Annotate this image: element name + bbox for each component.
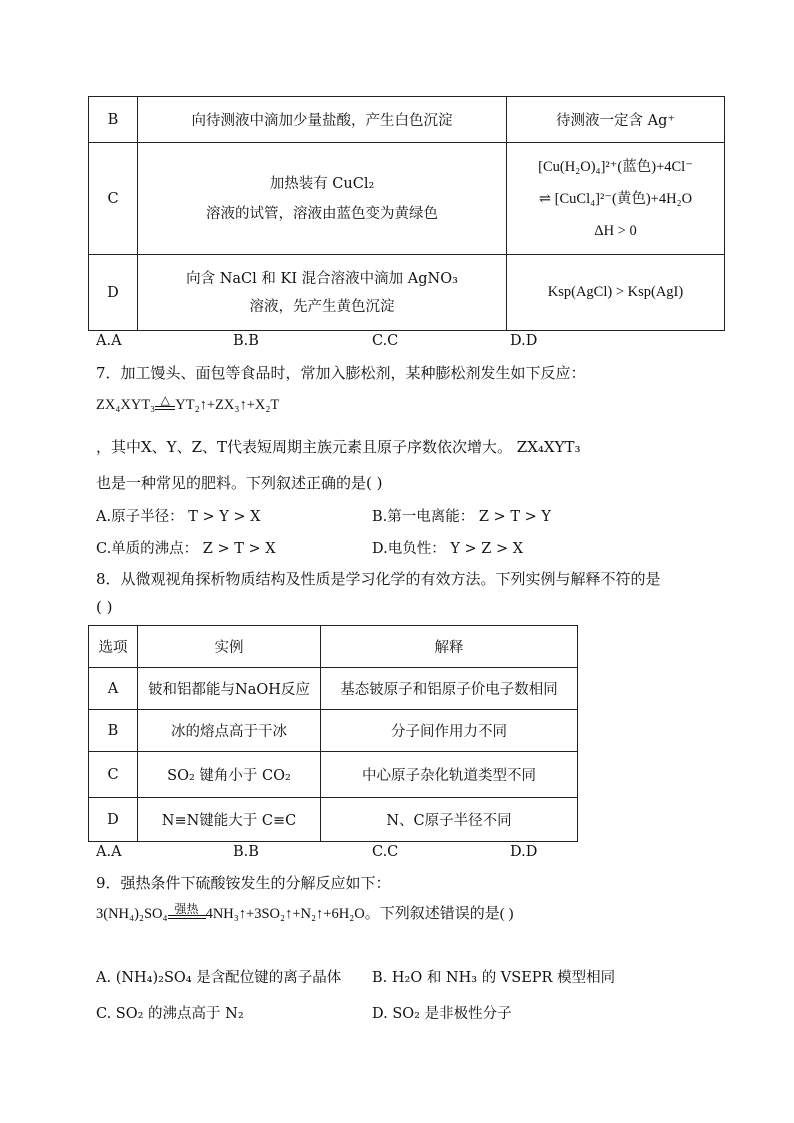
explanation-cell: 分子间作用力不同 xyxy=(321,710,578,752)
explanation-cell: 基态铍原子和铝原子价电子数相同 xyxy=(321,668,578,710)
q7-stem: 7．加工馒头、面包等食品时，常加入膨松剂，某种膨松剂发生如下反应： xyxy=(96,364,586,382)
q9-stem: 9．强热条件下硫酸铵发生的分解反应如下： xyxy=(96,874,391,892)
q9-equation xyxy=(96,902,513,936)
table-header-row xyxy=(89,626,578,668)
equilibrium-line: [Cu(H₂O)₄]²⁺(蓝色)+4Cl⁻ xyxy=(538,158,693,175)
q8-option-d[interactable]: D.D xyxy=(510,844,538,860)
q7-eq-left: ZX₄XYT₃ xyxy=(96,397,156,413)
heat-symbol: △ xyxy=(160,393,170,407)
row-label: D xyxy=(89,255,138,331)
row-label: B xyxy=(89,97,138,143)
option-c[interactable]: C.C xyxy=(372,333,399,349)
example-cell: SO₂ 键角小于 CO₂ xyxy=(138,752,321,798)
conclusion-cell: 待测液一定含 Ag⁺ xyxy=(507,97,725,143)
q8-stem: 8．从微观视角探析物质结构及性质是学习化学的有效方法。下列实例与解释不符的是 xyxy=(96,570,661,588)
q9-option-b[interactable]: B. H₂O 和 NH₃ 的 VSEPR 模型相同 xyxy=(372,970,616,986)
example-cell: 冰的熔点高于干冰 xyxy=(138,710,321,752)
experiment-cell xyxy=(138,255,507,331)
table-row xyxy=(89,255,725,331)
answer-table-top xyxy=(88,96,725,331)
experiment-cell xyxy=(138,143,507,255)
q9-eq-right: 4NH₃↑+3SO₂↑+N₂↑+6H₂O xyxy=(205,906,365,922)
conclusion-cell: Ksp(AgCl) > Ksp(AgI) xyxy=(507,255,725,331)
table-row xyxy=(89,710,578,752)
q9-eq-arrow xyxy=(168,903,206,923)
q8-option-a[interactable]: A.A xyxy=(96,844,122,860)
q7-option-a[interactable]: A.原子半径： T > Y > X xyxy=(96,509,261,525)
q7-option-b[interactable]: B.第一电离能： Z > T > Y xyxy=(372,509,551,525)
equilibrium-line: ⇌ [CuCl₄]²⁻(黄色)+4H₂O xyxy=(538,190,693,207)
header-example: 实例 xyxy=(138,626,321,668)
option-a[interactable]: A.A xyxy=(96,333,122,349)
q9-tail: 。下列叙述错误的是( ) xyxy=(364,906,514,922)
table-row xyxy=(89,143,725,255)
q9-option-d[interactable]: D. SO₂ 是非极性分子 xyxy=(372,1006,512,1022)
q7-equation xyxy=(96,394,279,424)
experiment-line: 加热装有 CuCl₂ xyxy=(269,175,375,192)
q7-option-c[interactable]: C.单质的沸点： Z > T > X xyxy=(96,541,276,557)
q7-line2: ，其中X、Y、Z、T代表短周期主族元素且原子序数依次增大。 ZX₄XYT₃ xyxy=(96,438,581,456)
experiment-cell: 向待测液中滴加少量盐酸，产生白色沉淀 xyxy=(138,97,507,143)
q8-stem-paren: ( ) xyxy=(96,598,113,616)
row-label: B xyxy=(89,710,138,752)
table-row xyxy=(89,798,578,842)
option-d[interactable]: D.D xyxy=(510,333,538,349)
q8-option-b[interactable]: B.B xyxy=(233,844,259,860)
q9-option-c[interactable]: C. SO₂ 的沸点高于 N₂ xyxy=(96,1006,244,1022)
explanation-cell: N、C原子半径不同 xyxy=(321,798,578,842)
q7-eq-arrow xyxy=(155,394,175,414)
table-row xyxy=(89,97,725,143)
example-cell: N≡N键能大于 C≡C xyxy=(138,798,321,842)
q7-line3: 也是一种常见的肥料。下列叙述正确的是( ) xyxy=(96,474,383,492)
q7-eq-right: YT₂↑+ZX₃↑+X₂T xyxy=(175,397,280,413)
row-label: D xyxy=(89,798,138,842)
q9-eq-left: 3(NH₄)₂SO₄ xyxy=(96,906,168,922)
enthalpy-line: ΔH > 0 xyxy=(594,222,637,239)
experiment-line: 溶液的试管，溶液由蓝色变为黄绿色 xyxy=(206,205,438,222)
option-b[interactable]: B.B xyxy=(233,333,259,349)
q7-option-d[interactable]: D.电负性： Y > Z > X xyxy=(372,541,524,557)
q8-table xyxy=(88,625,578,842)
q8-option-c[interactable]: C.C xyxy=(372,844,399,860)
strong-heat-label: 强热 xyxy=(174,902,199,916)
experiment-line: 向含 NaCl 和 KI 混合溶液中滴加 AgNO₃ xyxy=(186,270,458,287)
row-label: C xyxy=(89,752,138,798)
explanation-cell: 中心原子杂化轨道类型不同 xyxy=(321,752,578,798)
header-option: 选项 xyxy=(89,626,138,668)
conclusion-cell xyxy=(507,143,725,255)
header-explanation: 解释 xyxy=(321,626,578,668)
row-label: A xyxy=(89,668,138,710)
table-row xyxy=(89,668,578,710)
row-label: C xyxy=(89,143,138,255)
example-cell: 铍和铝都能与NaOH反应 xyxy=(138,668,321,710)
experiment-line: 溶液，先产生黄色沉淀 xyxy=(249,298,395,315)
table-row xyxy=(89,752,578,798)
q9-option-a[interactable]: A. (NH₄)₂SO₄ 是含配位键的离子晶体 xyxy=(96,970,342,986)
